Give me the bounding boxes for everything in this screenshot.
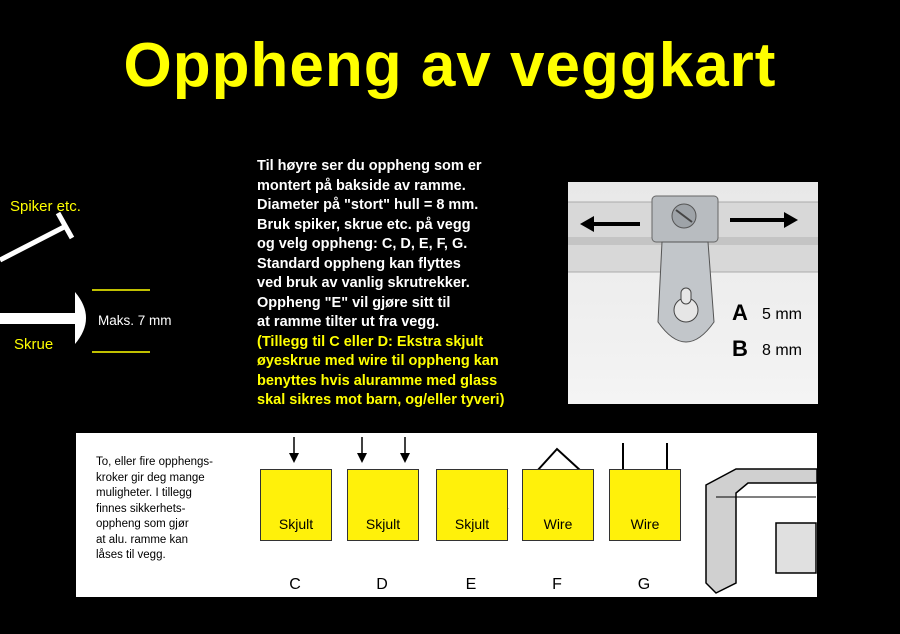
screw-label: Skrue [14, 336, 54, 353]
intro-line: Diameter på "stort" hull = 8 mm. [257, 197, 479, 213]
options-text-line: kroker gir deg mange [96, 471, 205, 484]
option-box-f [522, 469, 594, 541]
option-letter-g: G [637, 576, 651, 593]
option-box-label: Skjult [454, 516, 490, 532]
screw-head [75, 292, 86, 344]
intro-line: montert på bakside av ramme. [257, 177, 466, 194]
d-arrowhead-left [357, 453, 367, 463]
intro-yellow-line: øyeskrue med wire til oppheng kan [257, 353, 499, 369]
options-text-line: låses til vegg. [96, 549, 166, 561]
intro-line: Til høyre ser du oppheng som er [257, 158, 482, 174]
intro-line: Bruk spiker, skrue etc. på vegg [257, 216, 471, 233]
option-box-d [347, 469, 419, 541]
size-b-letter: B [732, 336, 748, 361]
option-box-label: Skjult [365, 516, 401, 532]
intro-line: at ramme tilter ut fra vegg. [257, 314, 440, 330]
hanger-hole-small [681, 288, 691, 304]
f-wire [537, 449, 581, 471]
option-box-label: Wire [630, 516, 660, 532]
hanger-drawing [568, 182, 818, 404]
intro-line: og velg oppheng: C, D, E, F, G. [257, 236, 468, 252]
options-text-line: at alu. ramme kan [96, 533, 189, 546]
d-arrowhead-right [400, 453, 410, 463]
intro-yellow-line: (Tillegg til C eller D: Ekstra skjult [257, 333, 484, 350]
intro-text [257, 157, 567, 411]
option-letter-e: E [465, 576, 477, 593]
size-a-letter: A [732, 300, 748, 325]
page-title: Oppheng av veggkart [123, 31, 777, 100]
options-text-line: finnes sikkerhets- [96, 502, 186, 515]
size-b-value: 8 mm [762, 342, 802, 359]
intro-line: Standard oppheng kan flyttes [257, 255, 461, 272]
option-letter-c: C [289, 576, 301, 593]
size-a-value: 5 mm [762, 306, 802, 323]
intro-yellow-line: skal sikres mot barn, og/eller tyveri) [257, 392, 505, 408]
options-text-line: oppheng som gjør [96, 518, 189, 530]
options-text-line: To, eller fire opphengs- [96, 456, 213, 468]
options-panel [76, 433, 817, 597]
intro-line: ved bruk av vanlig skrutrekker. [257, 275, 470, 291]
nail-label: Spiker etc. [10, 198, 81, 215]
options-text-line: muligheter. I tillegg [96, 487, 192, 499]
option-box-g [609, 469, 681, 541]
hanger-photo [568, 182, 818, 404]
option-box-c [260, 469, 332, 541]
c-arrowhead [289, 453, 299, 463]
nail-head [58, 213, 72, 238]
intro-yellow-line: benyttes hvis aluramme med glass [257, 372, 498, 389]
option-box-e [436, 469, 508, 541]
max-label: Maks. 7 mm [98, 313, 172, 328]
screw-shaft [0, 313, 78, 324]
intro-line: Oppheng "E" vil gjøre sitt til [257, 294, 451, 311]
option-box-label: Skjult [278, 516, 314, 532]
option-letter-d: D [376, 576, 388, 593]
option-letter-f: F [552, 576, 562, 593]
option-box-label: Wire [543, 516, 573, 532]
nail-shaft [0, 226, 66, 260]
frame-profile-channel [776, 523, 816, 573]
